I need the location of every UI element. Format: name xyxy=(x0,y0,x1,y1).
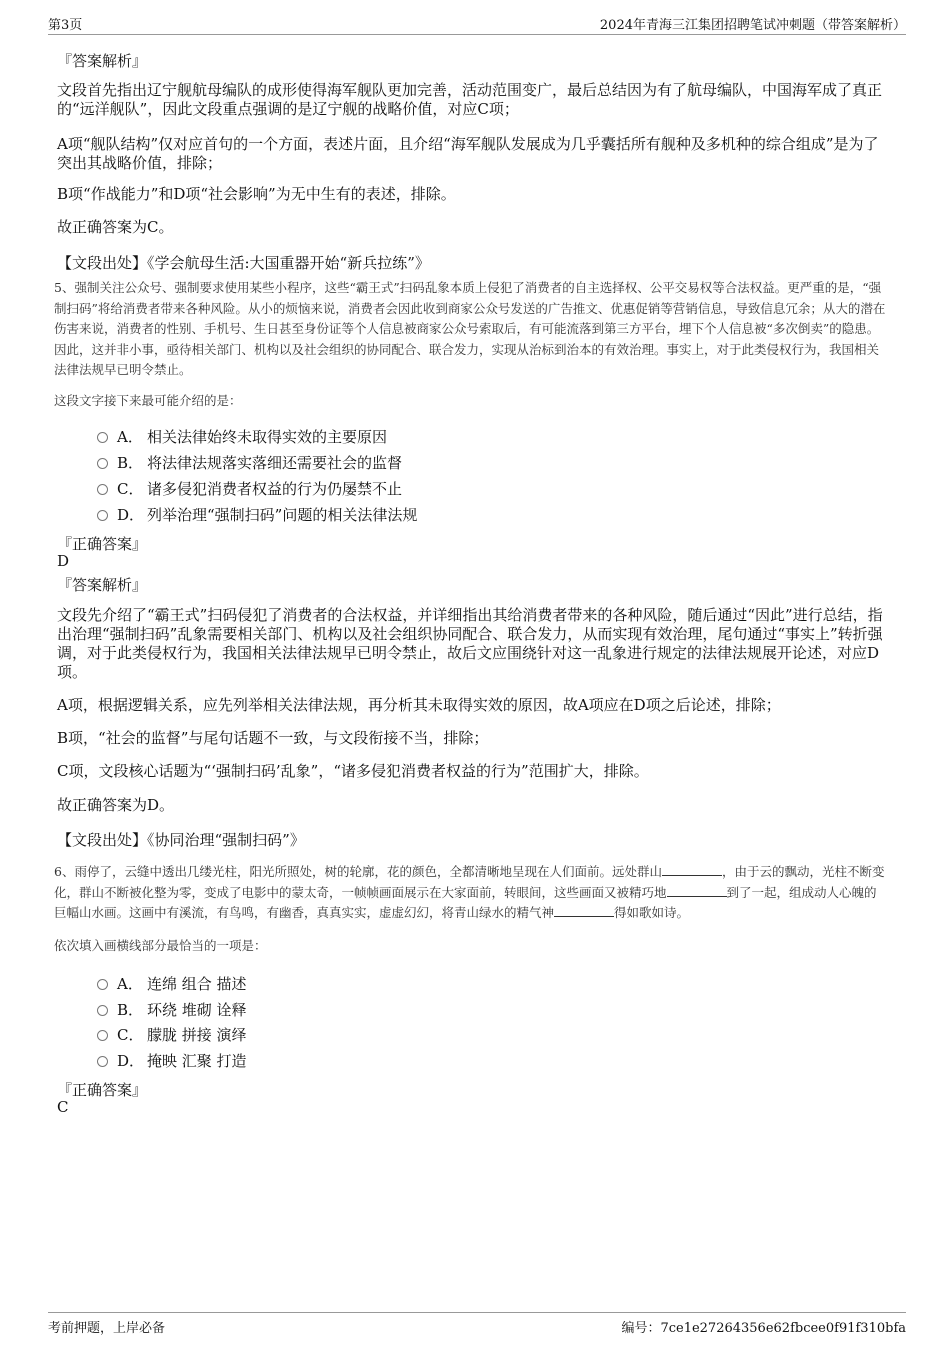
radio-circle-icon[interactable] xyxy=(97,458,108,469)
q5-source: 【文段出处】《协同治理“强制扫码”》 xyxy=(57,831,305,849)
q6-text-part4: 得如歌如诗。 xyxy=(614,905,690,920)
q6-answer: C xyxy=(57,1098,69,1116)
option-text: 诸多侵犯消费者权益的行为仍屡禁不止 xyxy=(147,480,403,498)
q6-text-part2: ，由于云的飘动，光柱不断变化，群山不断被化整为零，变成了电影中的蒙太奇，一帧帧画面展示在大家面前，转眼间，这些画面又被精巧地 xyxy=(54,864,885,900)
page-header xyxy=(48,14,906,35)
option-letter: A． xyxy=(117,975,143,993)
option-letter: A． xyxy=(117,428,143,446)
q5-option-b[interactable] xyxy=(97,452,402,473)
radio-circle-icon[interactable] xyxy=(97,484,108,495)
q4-analysis-p2: A项“舰队结构”仅对应首句的一个方面，表述片面，且介绍“海军舰队发展成为几乎囊括所有舰种及多机种的综合组成”是为了突出其战略价值，排除； xyxy=(57,135,879,172)
radio-circle-icon[interactable] xyxy=(97,1056,108,1067)
q5-option-a[interactable] xyxy=(97,426,387,447)
page-footer xyxy=(48,1312,906,1338)
radio-circle-icon[interactable] xyxy=(97,979,108,990)
option-letter: B． xyxy=(117,454,144,472)
q6-option-a[interactable] xyxy=(97,973,247,994)
option-text: 环绕 堆砌 诠释 xyxy=(147,1001,247,1019)
radio-circle-icon[interactable] xyxy=(97,432,108,443)
option-text: 将法律法规落实落细还需要社会的监督 xyxy=(147,454,403,472)
q5-question-text: 5、强制关注公众号、强制要求使用某些小程序，这些“霸王式”扫码乱象本质上侵犯了消费者的自主选择权、公平交易权等合法权益。更严重的是，“强制扫码”将给消费者带来各种风险。从小的烦恼来说，消费者会因此收到商家公众号发送的广告推文、优惠促销等营销信息，导致信息冗余；从大的潜在伤害来说，消费者的性别、手机号、生日甚至身份证等个人信息被商家公众号索取后，有可能流落到第三方平台，埋下个人信息被“多次倒卖”的隐患。因此，这并非小事，亟待相关部门、机构以及社会组织的协同配合、联合发力，实现从治标到治本的有效治理。事实上，对于此类侵权行为，我国相关法律法规早已明令禁止。 xyxy=(54,280,886,377)
q5-analysis-p2: A项，根据逻辑关系，应先列举相关法律法规，再分析其未取得实效的原因，故A项应在D项之后论述，排除； xyxy=(57,696,781,714)
q4-analysis-p1: 文段首先指出辽宁舰航母编队的成形使得海军舰队更加完善，活动范围变广，最后总结因为有了航母编队，中国海军成了真正的“远洋舰队”，因此文段重点强调的是辽宁舰的战略价值，对应C项； xyxy=(57,81,883,118)
option-text: 掩映 汇聚 打造 xyxy=(147,1052,247,1070)
fill-blank-1 xyxy=(662,863,722,876)
option-letter: D． xyxy=(117,1052,145,1070)
q5-analysis-label: 『答案解析』 xyxy=(57,576,148,594)
q5-answer: D xyxy=(57,552,70,570)
q5-option-d[interactable] xyxy=(97,504,417,525)
q6-text-part3: 到了一起，组成动人心魄的巨幅山水画。这画中有溪流，有鸟鸣，有幽香，真真实实，虚虚幻幻，将青山绿水的精气神 xyxy=(54,884,877,920)
option-letter: B． xyxy=(117,1001,144,1019)
q6-option-b[interactable] xyxy=(97,999,247,1020)
radio-circle-icon[interactable] xyxy=(97,510,108,521)
option-letter: C． xyxy=(117,1026,144,1044)
q6-text-part1: 6、雨停了，云缝中透出几缕光柱，阳光所照处，树的轮廓，花的颜色，全都清晰地呈现在人们面前。远处群山 xyxy=(54,864,662,879)
q5-analysis-p5: 故正确答案为D。 xyxy=(57,796,175,814)
fill-blank-3 xyxy=(554,904,614,917)
q4-analysis-p4: 故正确答案为C。 xyxy=(57,218,174,236)
page-number: 第3页 xyxy=(48,18,83,33)
q6-prompt: 依次填入画横线部分最恰当的一项是： xyxy=(54,938,267,953)
option-letter: C． xyxy=(117,480,144,498)
q6-option-c[interactable] xyxy=(97,1024,247,1045)
option-text: 列举治理“强制扫码”问题的相关法律法规 xyxy=(147,506,418,524)
radio-circle-icon[interactable] xyxy=(97,1030,108,1041)
q5-answer-label: 『正确答案』 xyxy=(57,535,148,553)
radio-circle-icon[interactable] xyxy=(97,1005,108,1016)
q4-source: 【文段出处】《学会航母生活:大国重器开始“新兵拉练”》 xyxy=(57,254,430,272)
q6-answer-label: 『正确答案』 xyxy=(57,1081,148,1099)
option-text: 相关法律始终未取得实效的主要原因 xyxy=(147,428,388,446)
option-text: 朦胧 拼接 演绎 xyxy=(147,1026,247,1044)
document-title: 2024年青海三江集团招聘笔试冲刺题（带答案解析） xyxy=(599,18,906,33)
document-code: 编号：7ce1e27264356e62fbcee0f91f310bfa xyxy=(621,1321,906,1336)
fill-blank-2 xyxy=(667,884,727,897)
option-letter: D． xyxy=(117,506,145,524)
footer-slogan: 考前押题，上岸必备 xyxy=(48,1321,166,1336)
q5-option-c[interactable] xyxy=(97,478,402,499)
q4-analysis-label: 『答案解析』 xyxy=(57,52,148,70)
q6-question-text xyxy=(54,862,889,924)
q5-analysis-p1: 文段先介绍了“霸王式”扫码侵犯了消费者的合法权益，并详细指出其给消费者带来的各种风险，随后通过“因此”进行总结，指出治理“强制扫码”乱象需要相关部门、机构以及社会组织协同配合、联合发力，从而实现有效治理，尾句通过“事实上”转折强调，对于此类侵权行为，我国相关法律法规早已明令禁止，故后文应围绕针对这一乱象进行规定的法律法规展开论述，对应D项。 xyxy=(57,606,883,681)
q5-prompt: 这段文字接下来最可能介绍的是： xyxy=(54,393,242,408)
option-text: 连绵 组合 描述 xyxy=(147,975,247,993)
q5-analysis-p3: B项，“社会的监督”与尾句话题不一致，与文段衔接不当，排除； xyxy=(57,729,489,747)
q4-analysis-p3: B项“作战能力”和D项“社会影响”为无中生有的表述，排除。 xyxy=(57,185,456,203)
q6-option-d[interactable] xyxy=(97,1050,247,1071)
q5-analysis-p4: C项，文段核心话题为“‘强制扫码’乱象”，“诸多侵犯消费者权益的行为”范围扩大，排除。 xyxy=(57,762,649,780)
